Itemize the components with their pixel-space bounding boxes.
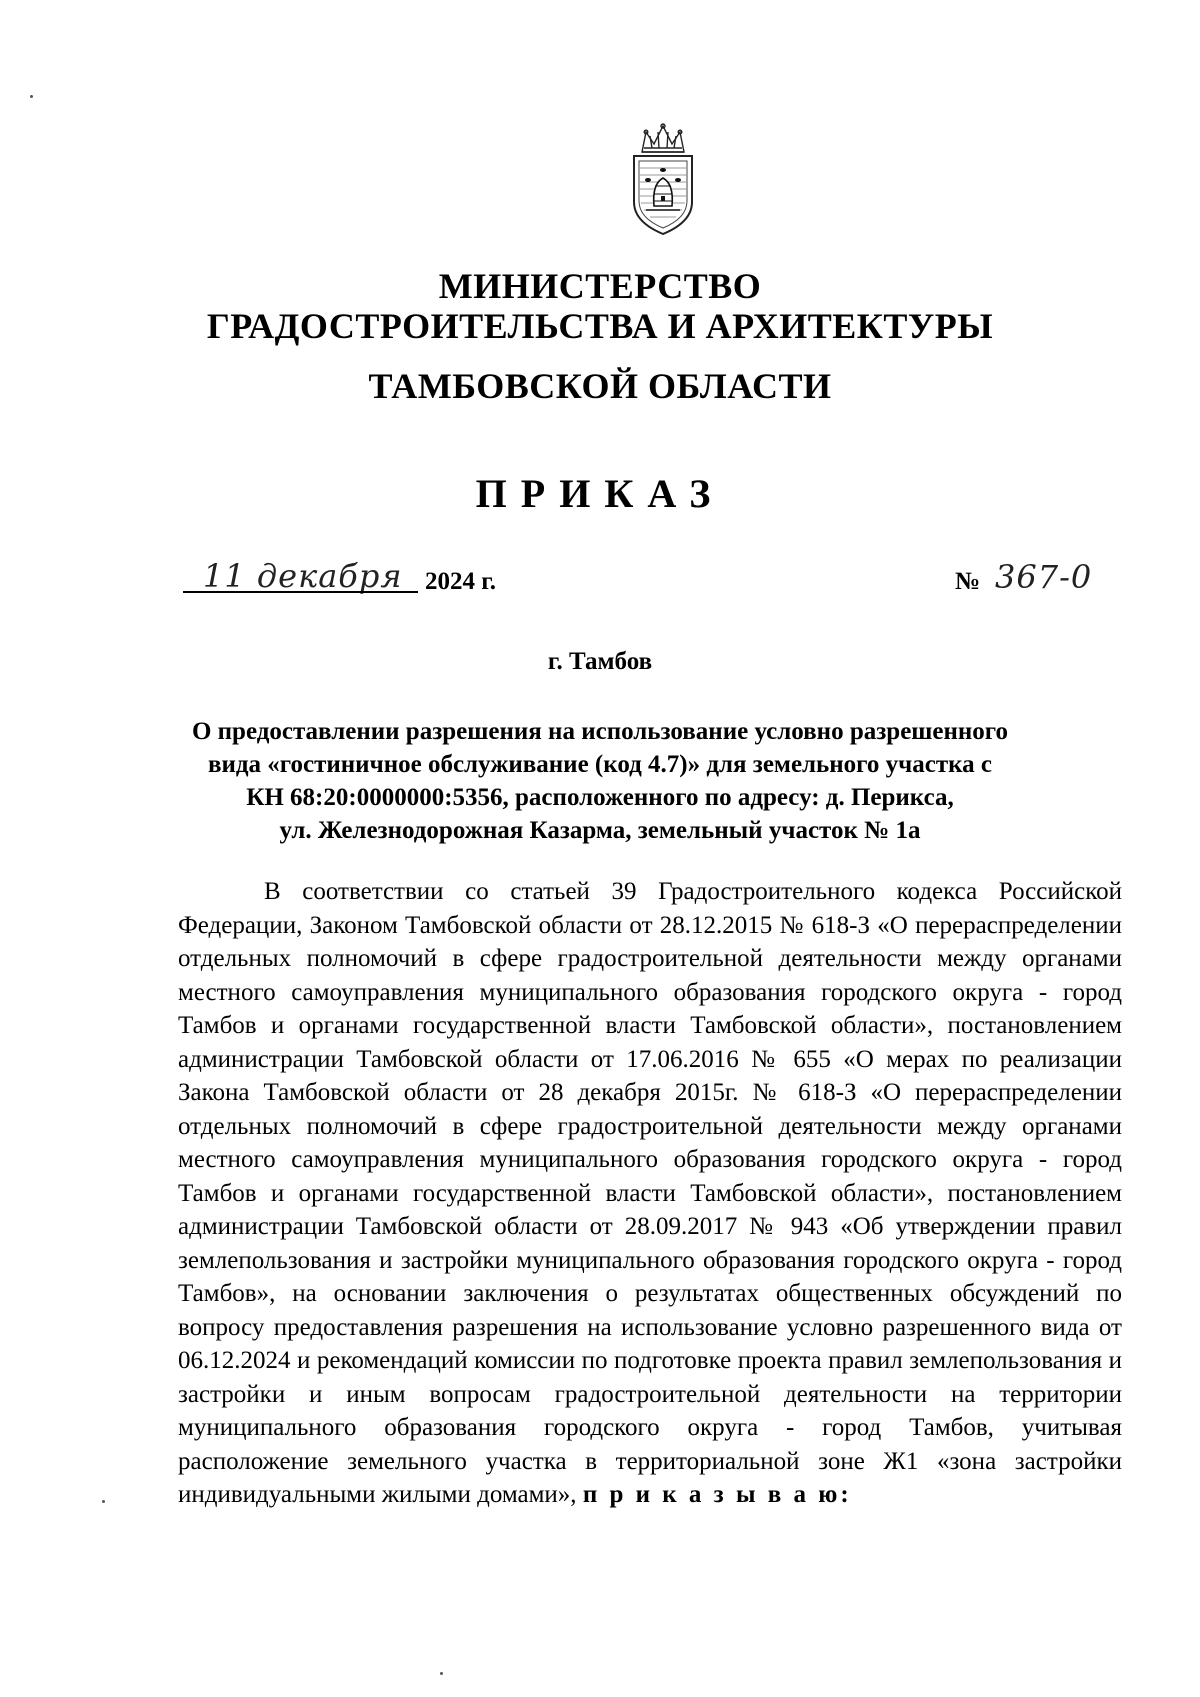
scan-speck <box>440 1672 443 1675</box>
date-underline <box>183 591 418 593</box>
order-date <box>183 557 523 605</box>
subject-line: О предоставлении разрешения на использование условно разрешенного <box>191 718 1009 745</box>
number-handwritten: 367-0 <box>995 558 1093 596</box>
order-subject <box>150 715 1050 847</box>
ministry-title-line1: МИНИСТЕРСТВО <box>438 266 762 306</box>
subject-line: КН 68:20:0000000:5356, расположенного по адресу: д. Перикса, <box>246 784 954 811</box>
number-sign: № <box>955 568 981 595</box>
order-number <box>955 558 1125 604</box>
ministry-title-line2: ГРАДОСТРОИТЕЛЬСТВА И АРХИТЕКТУРЫ <box>206 306 994 346</box>
order-word: п р и к а з ы в а ю: <box>582 1481 852 1508</box>
ministry-title-line3: ТАМБОВСКОЙ ОБЛАСТИ <box>368 366 832 406</box>
subject-line: вида «гостиничное обслуживание (код 4.7)» для земельного участка с <box>207 751 993 778</box>
document-type-title: ПРИКАЗ <box>475 471 725 516</box>
date-handwritten: 11 декабря <box>203 557 403 595</box>
subject-line: ул. Железнодорожная Казарма, земельный участок № 1а <box>279 817 921 844</box>
scan-speck <box>30 95 33 98</box>
tambov-coat-of-arms-icon <box>628 122 698 240</box>
city-name: г. Тамбов <box>547 648 653 675</box>
body-paragraph <box>178 875 1122 1512</box>
date-year: 2024 г. <box>425 568 497 595</box>
body-text: В соответствии со статьей 39 Градостроительного кодекса Российской Федерации, Законом Тамбовской области от 28.12.2015 № 618-З «О перераспределении отдельных полномочий в сфере градостроительной деятельности между органами местного самоуправления муниципального образования городского округа - город Тамбов и органами государственной власти Тамбовской области», постановлением администрации Тамбовской области от 17.06.2016 № 655 «О мерах по реализации Закона Тамбовской области от 28 декабря 2015г. № 618-З «О перераспределении отдельных полномочий в сфере градостроительной деятельности между органами местного самоуправления муниципального образования городского округа - город Тамбов и органами государственной власти Тамбовской области», постановлением администрации Тамбовской области от 28.09.2017 № 943 «Об утверждении правил землепользования и застройки муниципального образования городского округа - город Тамбов», на основании заключения о результатах общественных обсуждений по вопросу предоставления разрешения на использование условно разрешенного вида от 06.12.2024 и рекомендаций комиссии по подготовке проекта правил землепользования и застройки и иным вопросам градостроительной деятельности на территории муниципального образования городского округа - город Тамбов, учитывая расположение земельного участка в территориальной зоне Ж1 «зона застройки индивидуальными жилыми домами», <box>178 878 1122 1508</box>
scan-speck <box>102 1500 105 1503</box>
